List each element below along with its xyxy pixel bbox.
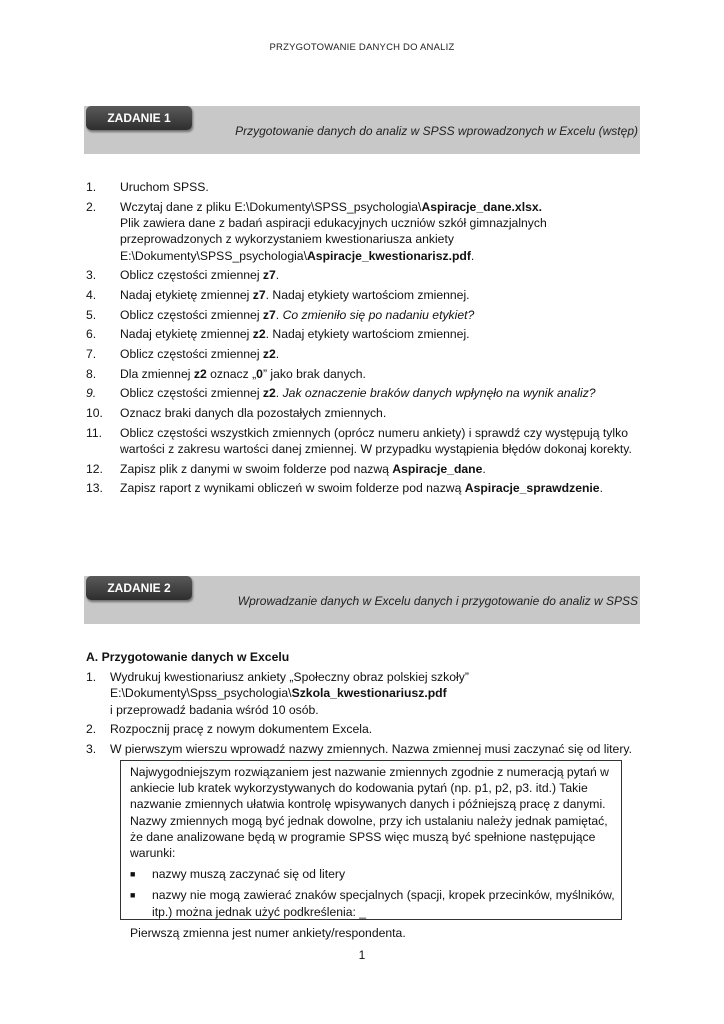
- task1-title: Przygotowanie danych do analiz w SPSS wprowadzonych w Excelu (wstęp): [235, 124, 638, 138]
- note-bullet: ■ nazwy nie mogą zawierać znaków specjalnych (spacji, kropek przecinków, myślników, itp.) można jednak użyć podkreślenia: _: [130, 888, 615, 919]
- list-item: 1. Wydrukuj kwestionariusz ankiety „Społeczny obraz polskiej szkoły” E:\Dokumenty\Spss_psychologia\Szkola_kwestionariusz.pdf i przeprowadź badania wśród 10 osób.: [86, 670, 469, 717]
- bullet-icon: ■: [130, 869, 136, 880]
- bullet-icon: ■: [130, 890, 136, 901]
- section-heading: A. Przygotowanie danych w Excelu: [86, 650, 290, 664]
- task1-badge: ZADANIE 1: [86, 106, 192, 130]
- task1-list: [84, 179, 644, 500]
- note-paragraph: Pierwszą zmienna jest numer ankiety/respondenta.: [130, 925, 406, 940]
- task2-title: Wprowadzanie danych w Excelu danych i przygotowanie do analiz w SPSS: [237, 594, 638, 608]
- list-item: 8. Dla zmiennej z2 oznacz „0” jako brak danych.: [86, 366, 366, 381]
- note-paragraph: że dane analizowane będą w programie SPSS więc muszą być spełnione następujące warunki:: [130, 829, 596, 861]
- task2-banner: [84, 576, 640, 624]
- list-item: 7. Oblicz częstości zmiennej z2.: [86, 347, 280, 362]
- list-item: 13. Zapisz raport z wynikami obliczeń w swoim folderze pod nazwą Aspiracje_sprawdzenie.: [86, 481, 603, 496]
- list-item: 2. Wczytaj dane z pliku E:\Dokumenty\SPSS_psychologia\Aspiracje_dane.xlsx. Plik zawiera dane z badań aspiracji edukacyjnych uczniów szkół gimnazjalnych przeprowadzonych z wykorzystaniem kwestionariusza ankiety E:\Dokumenty\SPSS_psychologia\Aspiracje_kwestionarisz.pdf.: [86, 199, 547, 263]
- task1-banner: [84, 106, 640, 154]
- list-item: 6. Nadaj etykietę zmiennej z2. Nadaj etykiety wartościom zmiennej.: [86, 327, 470, 342]
- list-item: 4. Nadaj etykietę zmiennej z7. Nadaj etykiety wartościom zmiennej.: [86, 287, 470, 302]
- list-item: 1. Uruchom SPSS.: [86, 180, 209, 194]
- list-item: 12. Zapisz plik z danymi w swoim folderze pod nazwą Aspiracje_dane.: [86, 461, 486, 476]
- list-item: 5. Oblicz częstości zmiennej z7. Co zmieniło się po nadaniu etykiet?: [86, 307, 475, 322]
- list-item: 9. Oblicz częstości zmiennej z2. Jak oznaczenie braków danych wpłynęło na wynik analiz?: [86, 386, 596, 401]
- running-header: PRZYGOTOWANIE DANYCH DO ANALIZ: [269, 42, 455, 53]
- task2-list: [86, 669, 646, 761]
- list-item: 3. W pierwszym wierszu wprowadź nazwy zmiennych. Nazwa zmiennej musi zaczynać się od litery.: [86, 741, 632, 756]
- list-item: 11. Oblicz częstości wszystkich zmiennych (oprócz numeru ankiety) i sprawdź czy występują tylko wartości z zakresu wartości danej zmiennej. W przypadku wystąpienia błędów dokonaj korekty.: [86, 425, 632, 457]
- note-box: [120, 760, 622, 940]
- list-item: 2. Rozpocznij pracę z nowym dokumentem Excela.: [86, 722, 373, 737]
- note-paragraph: Najwygodniejszym rozwiązaniem jest nazwanie zmiennych zgodnie z numeracją pytań w ankiecie lub kratek wykorzystywanych do kodowania pytań (np. p1, p2, p3. itd.) Takie nazwanie zmiennych ułatwia kontrolę wpisywanych danych i późniejszą pracę z danymi.: [130, 765, 609, 812]
- note-bullet: ■ nazwy muszą zaczynać się od litery: [130, 867, 346, 882]
- task2-badge: ZADANIE 2: [86, 576, 192, 600]
- page-number: 1: [358, 948, 366, 962]
- list-item: 10. Oznacz braki danych dla pozostałych zmiennych.: [86, 406, 387, 421]
- note-paragraph: Nazwy zmiennych mogą być jednak dowolne, przy ich ustalaniu należy jednak pamiętać,: [130, 813, 608, 828]
- list-item: 3. Oblicz częstości zmiennej z7.: [86, 268, 280, 283]
